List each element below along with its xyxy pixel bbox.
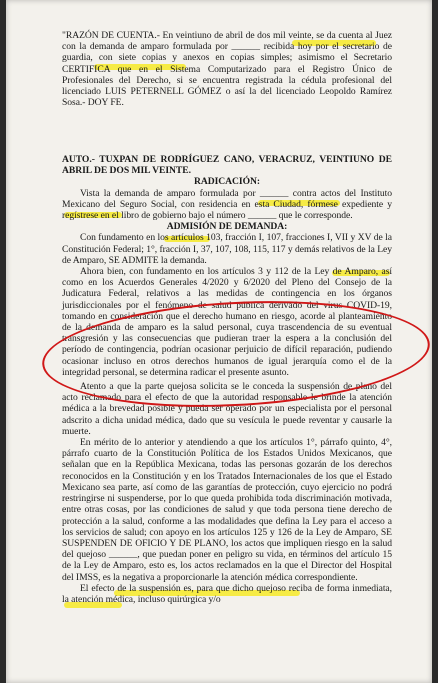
efecto-text: El efecto de la suspensión es, para que dicho quejoso reciba de forma inmediata, la atención médica, incluso quirúrgica y/o bbox=[62, 582, 392, 605]
admision-text: Con fundamento en los artículos 103, fracción I, 107, fracciones I, VII y XV de la Constitución Federal; 1°, fracción I, 37, 107, 108, 115, 117 y demás relativos de la Ley de Amparo, SE ADMITE la demanda. bbox=[62, 232, 392, 266]
atento-text: Atento a que la parte quejosa solicita se le conceda la suspensión de plano del acto reclamado para el efecto de que la autoridad responsable le brinde la atención médica a la brevedad posible y pueda ser operado por un especialista por el personal adscrito a dicha unidad médica, dado que su vesícula le puede reventar y causarle la muerte. bbox=[62, 381, 392, 437]
document-page bbox=[6, 0, 432, 683]
razon-de-cuenta-text: "RAZÓN DE CUENTA.- En veintiuno de abril de dos mil veinte, se da cuenta al Juez con la demanda de amparo formulada por ______ recibida hoy por el secretario de guardia, con siete copias y anexos en copias simples; asimismo el Secretario CERTIFICA que en el Sistema Computarizado para el Registro Único de Profesionales del Derecho, si se encuentra registrada la cédula profesional del licenciado LUIS PETERNELL GÓMEZ o así la del licenciado Leopoldo Ramírez Sosa.- DOY FE. bbox=[62, 30, 392, 109]
radicacion-title: RADICACIÓN: bbox=[193, 176, 261, 188]
merito-text: En mérito de lo anterior y atendiendo a que los artículos 1°, párrafo quinto, 4°, párrafo cuarto de la Constitución Política de los Estados Unidos Mexicanos, que señalan que en la República Mexicana, todas las personas gozarán de los derechos reconocidos en la Constitución y en los Tratados Internacionales de los que el Estado Mexicano sea parte, así como de las garantías de protección, cuyo ejercicio no podrá restringirse ni suspenderse, por lo que queda prohibida toda discriminación motivada, entre otras cosas, por las condiciones de salud y que toda persona tiene derecho de protección a la salud, conforme a las modalidades que defina la Ley para el acceso a los servicios de salud; con apoyo en los artículos 125 y 126 de la Ley de Amparo, SE SUSPENDEN DE OFICIO Y DE PLANO, los actos que impliquen riesgo en la salud del quejoso ______, que puedan poner en peligro su vida, en términos del artículo 15 de la Ley de Amparo, esto es, los actos reclamados en la que el Director del Hospital del IMSS, es la negativa a proporcionarle la atención médica correspondiente. bbox=[62, 437, 392, 583]
radicacion-text: Vista la demanda de amparo formulada por ______ contra actos del Instituto Mexicano del Seguro Social, con residencia en esta Ciudad, fórmese expediente y regístrese en el libro de gobierno bajo el número ______ que le corresponde. bbox=[62, 187, 392, 222]
razon-de-cuenta-block bbox=[62, 30, 392, 108]
admision-title: ADMISIÓN DE DEMANDA: bbox=[166, 221, 288, 233]
auto-header: AUTO.- TUXPAN DE RODRÍGUEZ CANO, VERACRUZ, VEINTIUNO DE ABRIL DE DOS MIL VEINTE. bbox=[62, 154, 392, 177]
ahora-bien-text: Ahora bien, con fundamento en los artículos 3 y 112 de la Ley de Amparo, así como en los Acuerdos Generales 4/2020 y 6/2020 del Pleno del Consejo de la Judicatura Federal, relativos a las medidas de contingencia en los órganos jurisdiccionales por el fenómeno de salud pública derivado del virus COVID-19, tomando en consideración que el derecho humano en riesgo, acorde al planteamiento de la demanda de amparo es la salud personal, cuya trascendencia de su eventual transgresión y las consecuencias que pudieran traer la espera a la conclusión del período de contingencia, podrían ocasionar perjuicio de difícil reparación, pudiendo ocasionar incluso en otros derechos humanos de igual jerarquía como el de la integridad personal, se determina radicar el presente asunto. bbox=[62, 266, 392, 378]
